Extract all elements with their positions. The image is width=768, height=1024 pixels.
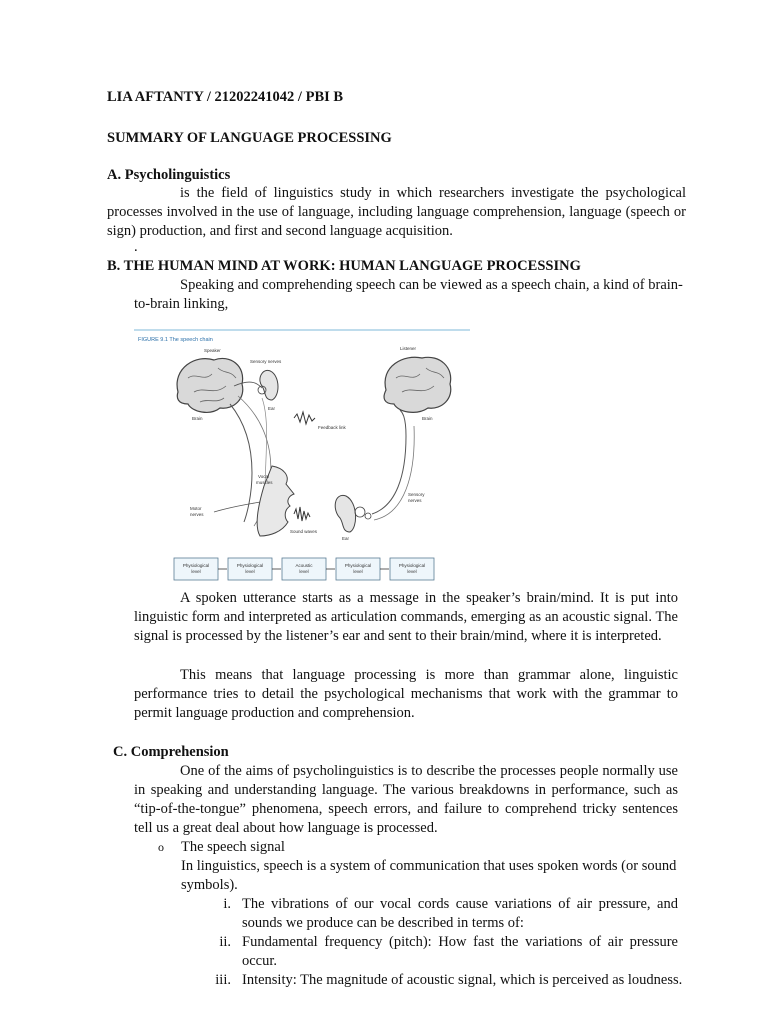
- label-ear-top: Ear: [268, 406, 276, 411]
- list-item-iii-text: Intensity: The magnitude of acoustic signal, which is perceived as loudness.: [242, 972, 683, 988]
- list-item-ii-text: Fundamental frequency (pitch): How fast the variations of air pressure occur.: [242, 934, 678, 969]
- label-brain-left: Brain: [192, 416, 203, 421]
- stray-dot: .: [134, 239, 138, 255]
- bullet-marker: o: [158, 840, 164, 854]
- label-sound-waves: Sound waves: [290, 529, 318, 534]
- level-3-line1: Acoustic: [295, 563, 313, 568]
- label-sensory-nerves-right-1: Sensory: [408, 492, 425, 497]
- level-4-line1: Physiological: [344, 563, 372, 568]
- label-vocal-muscles-1: Vocal: [258, 474, 270, 479]
- label-vocal-muscles-2: muscles: [256, 480, 273, 485]
- section-c-heading: C. Comprehension: [113, 744, 229, 760]
- sound-wave-icon: [294, 507, 310, 521]
- label-brain-right: Brain: [422, 416, 433, 421]
- label-motor-nerves-2: nerves: [190, 512, 204, 517]
- list-item-i-text: The vibrations of our vocal cords cause variations of air pressure, and sounds we produce can be described in terms of:: [242, 896, 678, 931]
- level-1-line2: level: [191, 569, 201, 574]
- label-ear-bottom: Ear: [342, 536, 350, 541]
- section-b-paragraph-2: This means that language processing is more than grammar alone, linguistic performance tries to detail the psychological mechanisms that work with the grammar to permit language production and comprehension.: [134, 667, 678, 721]
- list-item-i-number: i.: [223, 896, 231, 912]
- section-a-heading: A. Psycholinguistics: [107, 167, 231, 183]
- speech-chain-figure: [134, 326, 470, 588]
- level-2-line2: level: [245, 569, 255, 574]
- section-b-paragraph-1: A spoken utterance starts as a message in the speaker’s brain/mind. It is put into linguistic form and interpreted as articulation commands, emerging as an acoustic signal. The signal is processed by the listener’s ear and sent to their brain/mind, where it is interpreted.: [134, 590, 678, 644]
- level-1-line1: Physiological: [182, 563, 210, 568]
- level-2-line1: Physiological: [236, 563, 264, 568]
- label-listener: Listener: [400, 346, 417, 351]
- feedback-wave-icon: [294, 412, 315, 424]
- label-sensory-nerves-right-2: nerves: [408, 498, 422, 503]
- level-5-line2: level: [407, 569, 417, 574]
- speaker-ear-icon: [258, 370, 278, 400]
- label-feedback-link: Feedback link: [318, 425, 346, 430]
- speaker-brain-icon: [177, 358, 243, 412]
- listener-brain-icon: [384, 357, 451, 412]
- section-c-paragraph: One of the aims of psycholinguistics is to describe the processes people normally use in speaking and understanding language. The various breakdowns in performance, such as “tip-of-the-tongue” phenomena, speech errors, and failure to comprehend tricky sentences tell us a great deal about how language is processed.: [134, 763, 678, 836]
- level-boxes: [174, 558, 434, 580]
- page-title: SUMMARY OF LANGUAGE PROCESSING: [107, 130, 392, 146]
- figure-caption: FIGURE 9.1 The speech chain: [138, 337, 213, 343]
- label-motor-nerves-1: Motor: [190, 506, 202, 511]
- level-4-line2: level: [353, 569, 363, 574]
- author-line: LIA AFTANTY / 21202241042 / PBI B: [107, 89, 344, 105]
- level-5-line1: Physiological: [398, 563, 426, 568]
- list-item-ii-number: ii.: [219, 934, 231, 950]
- bullet-title: The speech signal: [181, 839, 285, 855]
- label-sensory-nerves-top: Sensory nerves: [250, 359, 282, 364]
- section-b-heading: B. THE HUMAN MIND AT WORK: HUMAN LANGUAGE PROCESSING: [107, 258, 581, 274]
- listener-ear-icon: [335, 495, 371, 532]
- section-b-intro: Speaking and comprehending speech can be viewed as a speech chain, a kind of brain-to-brain linking,: [134, 277, 683, 312]
- bullet-paragraph: In linguistics, speech is a system of communication that uses spoken words (or sound symbols).: [181, 858, 677, 893]
- list-item-iii-number: iii.: [215, 972, 231, 988]
- section-a-paragraph: is the field of linguistics study in which researchers investigate the psychological processes involved in the use of language, including language comprehension, language (speech or sign) production, and first and second language acquisition.: [107, 185, 686, 239]
- label-speaker: Speaker: [204, 348, 221, 353]
- level-3-line2: level: [299, 569, 309, 574]
